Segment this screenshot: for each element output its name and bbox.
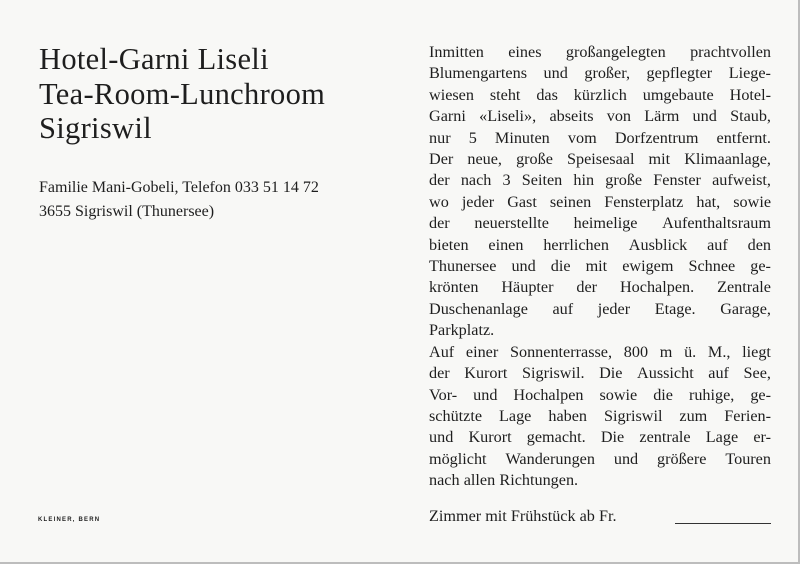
- description-line: der nach 3 Seiten hin große Fenster aufweist,: [429, 171, 771, 190]
- description-line: Thunersee und die mit ewigem Schnee ge-: [429, 257, 771, 276]
- description-line: bieten einen herrlichen Ausblick auf den: [429, 235, 771, 254]
- description-line: möglicht Wanderungen und größere Touren: [429, 449, 771, 468]
- contact-line: 3655 Sigriswil (Thunersee): [39, 203, 215, 220]
- description-line: Vor- und Hochalpen sowie die ruhige, ge-: [429, 385, 771, 404]
- description-line: Garni «Liseli», abseits von Lärm und Staub,: [429, 107, 771, 126]
- title-line: Tea-Room-Lunchroom: [39, 76, 326, 111]
- contact-info: [39, 176, 319, 224]
- hotel-title: [39, 42, 325, 146]
- contact-line: Familie Mani-Gobeli, Telefon 033 51 14 72: [39, 179, 319, 196]
- description-text: [429, 42, 771, 492]
- title-line: Hotel-Garni Liseli: [39, 42, 269, 76]
- price-label: Zimmer mit Frühstück ab Fr.: [429, 507, 617, 525]
- description-line: und Kurort gemacht. Die zentrale Lage er-: [429, 428, 771, 447]
- description-line: nach allen Richtungen.: [429, 471, 579, 490]
- description-line: der Kurort Sigriswil. Die Aussicht auf See,: [429, 364, 771, 383]
- description-line: schützte Lage haben Sigriswil zum Ferien-: [429, 406, 771, 425]
- description-line: wo jeder Gast seinen Fensterplatz hat, sowie: [429, 192, 771, 211]
- price-line: [429, 505, 771, 527]
- description-line: Blumengartens und großer, gepflegter Liege-: [429, 64, 771, 83]
- price-blank-line: [675, 523, 771, 524]
- description-line: wiesen steht das kürzlich umgebaute Hotel-: [429, 85, 771, 104]
- description-line: krönten Häupter der Hochalpen. Zentrale: [429, 278, 771, 297]
- description-line: Parkplatz.: [429, 321, 495, 340]
- printer-mark: KLEINER, BERN: [38, 517, 101, 523]
- description-line: Duschenanlage auf jeder Etage. Garage,: [429, 299, 771, 318]
- description-line: Auf einer Sonnenterrasse, 800 m ü. M., liegt: [429, 342, 771, 361]
- description-line: der neuerstellte heimelige Aufenthaltsraum: [429, 214, 771, 233]
- title-line: Sigriswil: [39, 111, 152, 145]
- description-line: nur 5 Minuten vom Dorfzentrum entfernt.: [429, 128, 771, 147]
- description-line: Der neue, große Speisesaal mit Klimaanlage,: [429, 150, 771, 169]
- description-line: Inmitten eines großangelegten prachtvollen: [429, 43, 771, 61]
